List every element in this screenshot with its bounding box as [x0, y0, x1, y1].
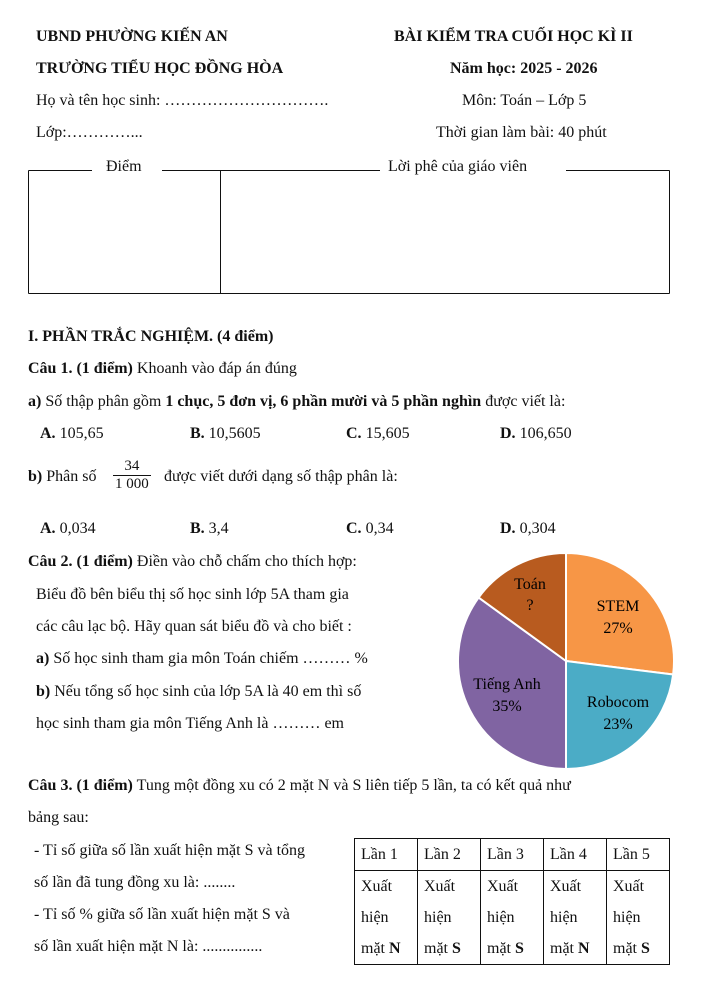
question-1a-label: a) — [28, 393, 42, 410]
pie-label-robocom-value: 23% — [603, 716, 633, 733]
student-name-line: Họ và tên học sinh: …………………………. — [36, 92, 329, 109]
question-1b — [28, 468, 96, 486]
option-value: 0,34 — [361, 520, 394, 537]
table-cell — [418, 871, 481, 965]
cell-text: mặt — [550, 940, 578, 957]
pie-label-math-value: ? — [526, 597, 534, 614]
question-2b-text: Nếu tổng số học sinh của lớp 5A là 40 em thì số — [50, 683, 362, 700]
option-key: B. — [190, 425, 205, 442]
pie-label-stem-name: STEM — [596, 598, 640, 615]
cell-line: hiện — [424, 909, 452, 926]
question-1b-text: Phân số — [42, 468, 97, 485]
question-2-line2: các câu lạc bộ. Hãy quan sát biểu đồ và cho biết : — [36, 618, 352, 635]
question-1a-text: Số thập phân gồm — [41, 393, 166, 410]
question-1b-tail: được viết dưới dạng số thập phân là: — [164, 468, 398, 485]
option-value: 0,034 — [55, 520, 96, 537]
cell-line: Xuất — [613, 878, 645, 895]
question-2b — [36, 683, 361, 701]
cell-line — [361, 933, 411, 964]
option-value: 0,304 — [515, 520, 556, 537]
pie-label-stem-value: 27% — [603, 620, 633, 637]
question-3-left3: - Tỉ số % giữa số lần xuất hiện mặt S và — [34, 906, 290, 923]
table-cell — [355, 871, 418, 965]
question-2-label: Câu 2. (1 điểm) — [28, 553, 133, 570]
score-label: Điểm — [106, 158, 142, 175]
school-district: UBND PHƯỜNG KIẾN AN — [36, 28, 228, 45]
teacher-comment-label: Lời phê của giáo viên — [388, 158, 528, 175]
table-header-row — [355, 839, 670, 871]
option-value: 10,5605 — [204, 425, 261, 442]
question-3-text: Tung một đồng xu có 2 mặt N và S liên tiếp 5 lần, ta có kết quả như — [132, 777, 571, 794]
option-key: B. — [190, 520, 205, 537]
question-1-label: Câu 1. (1 điểm) — [28, 360, 133, 377]
table-header-cell: Lần 5 — [607, 839, 670, 871]
subject-line: Môn: Toán – Lớp 5 — [462, 92, 587, 109]
option-1a-A[interactable] — [40, 425, 104, 443]
pie-label-robocom-name: Robocom — [586, 694, 650, 711]
question-2 — [28, 553, 357, 571]
question-3 — [28, 777, 571, 795]
pie-slice-robocom — [566, 661, 673, 769]
cell-text: mặt — [487, 940, 515, 957]
question-1-text: Khoanh vào đáp án đúng — [132, 360, 297, 377]
pie-label-math-name: Toán — [514, 576, 546, 593]
pie-label-english-name: Tiếng Anh — [473, 676, 541, 693]
school-year: Năm học: 2025 - 2026 — [450, 60, 598, 77]
question-2a — [36, 650, 368, 668]
option-1a-C[interactable] — [346, 425, 410, 443]
table-row — [355, 871, 670, 965]
question-3-label: Câu 3. (1 điểm) — [28, 777, 133, 794]
cell-line: Xuất — [550, 878, 582, 895]
exam-title: BÀI KIỂM TRA CUỐI HỌC KÌ II — [394, 28, 633, 45]
table-header-cell: Lần 3 — [481, 839, 544, 871]
class-line: Lớp:…………... — [36, 124, 143, 141]
option-key: D. — [500, 520, 516, 537]
option-value: 3,4 — [204, 520, 229, 537]
cell-line: Xuất — [424, 878, 456, 895]
question-3-text2: bảng sau: — [28, 809, 89, 826]
question-3-left1: - Tỉ số giữa số lần xuất hiện mặt S và tổng — [34, 842, 306, 859]
question-3-left2: số lần đã tung đồng xu là: ........ — [34, 874, 236, 891]
option-value: 15,605 — [361, 425, 410, 442]
table-header-cell: Lần 2 — [418, 839, 481, 871]
cell-text: mặt — [424, 940, 452, 957]
cell-line: Xuất — [487, 878, 519, 895]
option-1a-D[interactable] — [500, 425, 572, 443]
cell-line: hiện — [550, 909, 578, 926]
option-key: A. — [40, 425, 56, 442]
cell-text: mặt — [361, 940, 389, 957]
coin-toss-table — [354, 838, 670, 965]
table-header-cell: Lần 1 — [355, 839, 418, 871]
question-2-line1: Biểu đồ bên biểu thị số học sinh lớp 5A tham gia — [36, 586, 349, 603]
cell-line: Xuất — [361, 878, 393, 895]
option-1b-D[interactable] — [500, 520, 556, 538]
coin-face: N — [389, 940, 401, 957]
cell-line — [550, 933, 600, 964]
option-key: A. — [40, 520, 56, 537]
option-value: 106,650 — [515, 425, 572, 442]
score-box — [28, 170, 670, 294]
question-3-left4: số lần xuất hiện mặt N là: ............... — [34, 938, 263, 955]
cell-line — [424, 933, 474, 964]
cell-line: hiện — [613, 909, 641, 926]
coin-face: N — [578, 940, 590, 957]
fraction — [113, 458, 151, 493]
option-1a-B[interactable] — [190, 425, 261, 443]
cell-text: mặt — [613, 940, 641, 957]
option-1b-C[interactable] — [346, 520, 394, 538]
coin-face: S — [452, 940, 461, 957]
cell-line — [613, 933, 663, 964]
pie-chart — [456, 551, 676, 771]
coin-face: S — [641, 940, 650, 957]
table-cell — [607, 871, 670, 965]
question-1b-label: b) — [28, 468, 43, 485]
question-1a-tail: được viết là: — [481, 393, 566, 410]
option-key: C. — [346, 520, 362, 537]
option-key: C. — [346, 425, 362, 442]
coin-face: S — [515, 940, 524, 957]
fraction-numerator: 34 — [124, 458, 140, 474]
table-header-cell: Lần 4 — [544, 839, 607, 871]
question-2b-label: b) — [36, 683, 51, 700]
time-line: Thời gian làm bài: 40 phút — [436, 124, 607, 141]
question-2a-label: a) — [36, 650, 50, 667]
question-1 — [28, 360, 297, 378]
question-1a — [28, 393, 565, 411]
question-2b-line2: học sinh tham gia môn Tiếng Anh là ……… em — [36, 715, 344, 732]
cell-line: hiện — [361, 909, 389, 926]
option-key: D. — [500, 425, 516, 442]
option-1b-A[interactable] — [40, 520, 96, 538]
question-2a-text: Số học sinh tham gia môn Toán chiếm ……… % — [49, 650, 368, 667]
school-name: TRƯỜNG TIỂU HỌC ĐỒNG HÒA — [36, 60, 284, 77]
table-cell — [544, 871, 607, 965]
section-title: I. PHẦN TRẮC NGHIỆM. (4 điểm) — [28, 328, 274, 345]
option-value: 105,65 — [55, 425, 104, 442]
question-2-text: Điền vào chỗ chấm cho thích hợp: — [132, 553, 357, 570]
question-1a-bold: 1 chục, 5 đơn vị, 6 phần mười và 5 phần nghìn — [165, 393, 482, 410]
table-cell — [481, 871, 544, 965]
cell-line — [487, 933, 537, 964]
fraction-denominator: 1 000 — [115, 476, 149, 492]
cell-line: hiện — [487, 909, 515, 926]
option-1b-B[interactable] — [190, 520, 229, 538]
pie-label-english-value: 35% — [492, 698, 522, 715]
